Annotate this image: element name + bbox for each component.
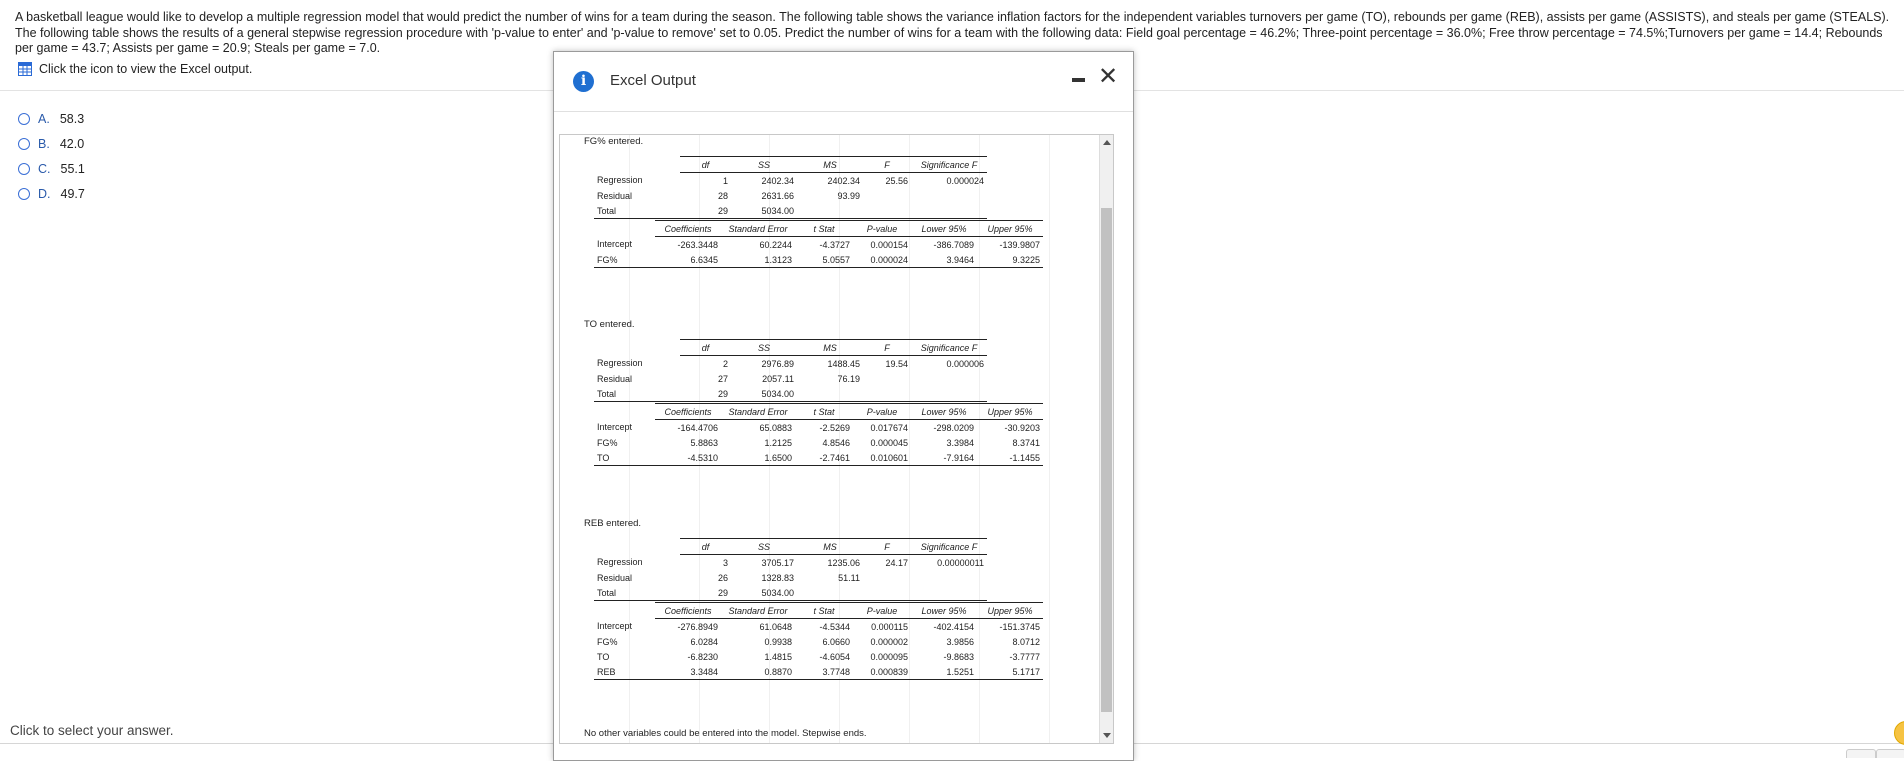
table-row xyxy=(594,450,1043,466)
info-icon: i xyxy=(573,71,594,92)
option-value: 55.1 xyxy=(60,161,85,176)
table-cell: 29 xyxy=(680,203,731,219)
scroll-up-icon[interactable] xyxy=(1103,140,1111,145)
option-letter: D. xyxy=(38,186,51,201)
table-cell: 2402.34 xyxy=(827,175,860,186)
table-cell: 1.3123 xyxy=(721,252,795,268)
table-cell: 5034.00 xyxy=(731,386,797,402)
column-header: P-value xyxy=(853,603,911,619)
table-cell: -276.8949 xyxy=(677,621,718,632)
row-label: Regression xyxy=(597,358,643,369)
table-cell: 29 xyxy=(680,585,731,601)
sheet-content xyxy=(560,135,1102,743)
row-label: Intercept xyxy=(597,239,633,250)
table-cell: 0.000024 xyxy=(853,252,911,268)
table-cell: 6.0284 xyxy=(690,636,718,647)
excel-output-dialog xyxy=(553,51,1134,761)
column-header: Standard Error xyxy=(721,404,795,420)
column-header: Standard Error xyxy=(721,221,795,237)
table-cell: 5034.00 xyxy=(731,585,797,601)
option-d[interactable] xyxy=(18,181,85,206)
question-text: A basketball league would like to develop a multiple regression model that would predict the number of wins for a team during the season. The following table shows the variance inflation factors for the independent variables turnovers per game (TO), rebounds per game (REB), assists per game (ASSISTS), and steals per game (STEALS). The following table shows the results of a general stepwise regression procedure with 'p-value to enter' and 'p-value to remove' set to 0.05. Predict the number of wins for a team with the following data: Field goal percentage = 46.2%; Three-point percentage = 36.0%; Free throw percentage = 74.5%;Turnovers per game = 14.4; Rebounds per game = 43.7; Assists per game = 20.9; Steals per game = 7.0. xyxy=(15,10,1890,55)
radio-button[interactable] xyxy=(18,113,30,125)
table-cell: 1 xyxy=(722,175,728,186)
table-cell: -2.7461 xyxy=(795,450,853,466)
table-cell: 3.7748 xyxy=(795,664,853,680)
table-cell: 61.0648 xyxy=(759,621,792,632)
coefficients-table xyxy=(594,403,1043,466)
radio-button[interactable] xyxy=(18,188,30,200)
row-label: Regression xyxy=(597,175,643,186)
table-cell: 3.3484 xyxy=(655,664,721,680)
option-value: 49.7 xyxy=(60,186,85,201)
table-cell: 3 xyxy=(722,557,728,568)
table-cell: 65.0883 xyxy=(759,422,792,433)
column-header: t Stat xyxy=(795,404,853,420)
column-header: F xyxy=(863,340,911,356)
table-cell: 0.000024 xyxy=(946,175,984,186)
table-cell: -4.5344 xyxy=(819,621,850,632)
table-cell xyxy=(797,386,863,402)
table-cell: 51.11 xyxy=(838,572,860,583)
table-cell: -3.7777 xyxy=(1009,651,1040,662)
table-cell: -263.3448 xyxy=(677,239,718,250)
table-cell: 1235.06 xyxy=(827,557,860,568)
row-label: Total xyxy=(594,386,680,402)
table-cell: 5.0557 xyxy=(795,252,853,268)
row-label: Residual xyxy=(597,190,633,201)
column-header: MS xyxy=(797,539,863,555)
row-label: Intercept xyxy=(597,422,633,433)
table-cell: -30.9203 xyxy=(1004,422,1040,433)
column-header: Upper 95% xyxy=(977,603,1043,619)
table-cell: 19.54 xyxy=(885,358,908,369)
table-cell: 6.6345 xyxy=(655,252,721,268)
coefficients-table xyxy=(594,602,1043,680)
table-cell: 3.3984 xyxy=(946,437,974,448)
row-label: REB xyxy=(594,664,655,680)
table-cell xyxy=(863,188,911,203)
table-cell xyxy=(863,386,911,402)
scrollbar-thumb[interactable] xyxy=(1101,208,1112,712)
table-cell: 76.19 xyxy=(837,373,860,384)
table-cell: 93.99 xyxy=(837,190,860,201)
stepwise-end-note: No other variables could be entered into the model. Stepwise ends. xyxy=(584,728,867,739)
column-header: Significance F xyxy=(911,157,987,173)
table-cell: -164.4706 xyxy=(677,422,718,433)
option-a[interactable] xyxy=(18,106,85,131)
column-header: Lower 95% xyxy=(911,221,977,237)
column-header xyxy=(594,340,680,356)
anova-table xyxy=(594,538,987,601)
table-cell: 0.000095 xyxy=(870,651,908,662)
radio-button[interactable] xyxy=(18,163,30,175)
table-cell: 0.000045 xyxy=(870,437,908,448)
table-cell: 26 xyxy=(717,572,728,583)
table-cell: 2402.34 xyxy=(761,175,794,186)
table-cell: 1328.83 xyxy=(761,572,794,583)
table-cell xyxy=(911,203,987,219)
table-cell: -4.5310 xyxy=(655,450,721,466)
table-cell: 0.8870 xyxy=(721,664,795,680)
minimize-icon[interactable] xyxy=(1072,78,1085,82)
table-cell: 4.8546 xyxy=(822,437,850,448)
table-cell: -1.1455 xyxy=(977,450,1043,466)
table-row xyxy=(594,371,987,386)
table-cell: -4.6054 xyxy=(819,651,850,662)
table-cell: 2 xyxy=(722,358,728,369)
table-row xyxy=(594,619,1043,635)
column-header xyxy=(594,603,655,619)
table-row xyxy=(594,386,987,402)
table-cell: 0.000839 xyxy=(853,664,911,680)
column-header: Coefficients xyxy=(655,404,721,420)
table-cell xyxy=(797,585,863,601)
table-row xyxy=(594,188,987,203)
row-label: TO xyxy=(594,450,655,466)
table-cell: -298.0209 xyxy=(933,422,974,433)
option-b[interactable] xyxy=(18,131,85,156)
table-cell: 9.3225 xyxy=(977,252,1043,268)
table-cell xyxy=(911,386,987,402)
radio-button[interactable] xyxy=(18,138,30,150)
table-cell: -2.5269 xyxy=(819,422,850,433)
column-header: Upper 95% xyxy=(977,221,1043,237)
row-label: TO xyxy=(597,651,610,662)
table-row xyxy=(594,555,987,571)
column-header: SS xyxy=(731,157,797,173)
table-cell: 6.0660 xyxy=(822,636,850,647)
help-icon[interactable] xyxy=(1894,721,1904,745)
option-value: 58.3 xyxy=(59,111,85,126)
column-header xyxy=(594,157,680,173)
excel-link-label[interactable]: Click the icon to view the Excel output. xyxy=(39,62,253,76)
option-value: 42.0 xyxy=(59,136,85,151)
table-row xyxy=(594,664,1043,680)
table-cell xyxy=(863,203,911,219)
column-header xyxy=(594,539,680,555)
column-header: F xyxy=(863,539,911,555)
table-cell: 0.017674 xyxy=(870,422,908,433)
table-cell: 60.2244 xyxy=(759,239,792,250)
table-cell: 1.5251 xyxy=(911,664,977,680)
row-label: Regression xyxy=(597,557,643,568)
row-label: Total xyxy=(594,585,680,601)
table-cell: 25.56 xyxy=(885,175,908,186)
column-header xyxy=(594,221,655,237)
table-cell: -139.9807 xyxy=(999,239,1040,250)
column-header: df xyxy=(680,157,731,173)
table-cell: 5.1717 xyxy=(977,664,1043,680)
column-header: MS xyxy=(797,157,863,173)
table-cell: -151.3745 xyxy=(999,621,1040,632)
table-cell: 2976.89 xyxy=(761,358,794,369)
table-cell: 3.9856 xyxy=(946,636,974,647)
table-cell xyxy=(911,570,987,585)
row-label: Intercept xyxy=(597,621,633,632)
dialog-header xyxy=(554,52,1133,112)
option-letter: B. xyxy=(38,136,50,151)
table-cell: 0.010601 xyxy=(853,450,911,466)
table-cell: 28 xyxy=(717,190,728,201)
table-cell: 1.2125 xyxy=(764,437,792,448)
row-label: FG% xyxy=(594,252,655,268)
dialog-title: Excel Output xyxy=(610,72,696,89)
option-letter: C. xyxy=(38,161,51,176)
table-cell xyxy=(863,585,911,601)
coefficients-table xyxy=(594,220,1043,268)
row-label: Residual xyxy=(597,572,633,583)
close-icon[interactable]: ✕ xyxy=(1098,63,1119,90)
table-cell: 0.000002 xyxy=(870,636,908,647)
excel-sheet[interactable] xyxy=(559,134,1114,744)
answer-options xyxy=(18,106,85,206)
scroll-down-icon[interactable] xyxy=(1103,733,1111,738)
column-header: df xyxy=(680,340,731,356)
row-label: FG% xyxy=(597,636,618,647)
table-row xyxy=(594,649,1043,664)
table-cell xyxy=(911,188,987,203)
table-cell: -386.7089 xyxy=(933,239,974,250)
table-row xyxy=(594,420,1043,436)
anova-table xyxy=(594,339,987,402)
table-cell: 27 xyxy=(717,373,728,384)
scrollbar[interactable] xyxy=(1099,135,1113,743)
step-title: FG% entered. xyxy=(584,136,644,147)
table-cell: 1.4815 xyxy=(764,651,792,662)
column-header: Upper 95% xyxy=(977,404,1043,420)
table-cell: 0.000154 xyxy=(870,239,908,250)
column-header: SS xyxy=(731,539,797,555)
step-title: TO entered. xyxy=(584,319,635,330)
table-row xyxy=(594,237,1043,253)
table-cell: 5034.00 xyxy=(731,203,797,219)
table-cell: 3705.17 xyxy=(761,557,794,568)
column-header: Significance F xyxy=(911,340,987,356)
table-cell: 1488.45 xyxy=(827,358,860,369)
column-header: Significance F xyxy=(911,539,987,555)
table-cell: -4.3727 xyxy=(819,239,850,250)
column-header: SS xyxy=(731,340,797,356)
option-c[interactable] xyxy=(18,156,85,181)
excel-output-link[interactable] xyxy=(18,62,252,76)
table-row xyxy=(594,634,1043,649)
table-cell: 0.00000011 xyxy=(937,557,984,568)
table-row xyxy=(594,252,1043,268)
select-answer-hint: Click to select your answer. xyxy=(10,723,174,738)
table-cell: 0.000006 xyxy=(946,358,984,369)
table-cell: 5.8863 xyxy=(690,437,718,448)
step-title: REB entered. xyxy=(584,518,642,529)
table-cell xyxy=(863,570,911,585)
table-cell: 2631.66 xyxy=(761,190,794,201)
column-header: Lower 95% xyxy=(911,404,977,420)
option-letter: A. xyxy=(38,111,50,126)
table-row xyxy=(594,435,1043,450)
table-cell xyxy=(797,203,863,219)
table-row xyxy=(594,585,987,601)
column-header: F xyxy=(863,157,911,173)
table-cell xyxy=(911,371,987,386)
table-row xyxy=(594,570,987,585)
table-cell: -6.8230 xyxy=(687,651,718,662)
row-label: Residual xyxy=(597,373,633,384)
column-header: df xyxy=(680,539,731,555)
anova-table xyxy=(594,156,987,219)
table-cell: -7.9164 xyxy=(911,450,977,466)
table-cell: 1.6500 xyxy=(721,450,795,466)
column-header: t Stat xyxy=(795,221,853,237)
table-cell: 0.000115 xyxy=(871,621,908,632)
table-row xyxy=(594,203,987,219)
table-row xyxy=(594,173,987,189)
column-header: Lower 95% xyxy=(911,603,977,619)
column-header: P-value xyxy=(853,404,911,420)
table-cell: 3.9464 xyxy=(911,252,977,268)
table-cell: -9.8683 xyxy=(943,651,974,662)
table-row xyxy=(594,356,987,372)
column-header: MS xyxy=(797,340,863,356)
column-header: P-value xyxy=(853,221,911,237)
column-header: Coefficients xyxy=(655,603,721,619)
spreadsheet-icon[interactable] xyxy=(18,62,32,76)
table-cell: 2057.11 xyxy=(762,373,794,384)
column-header xyxy=(594,404,655,420)
table-cell xyxy=(911,585,987,601)
column-header: Coefficients xyxy=(655,221,721,237)
table-cell: 8.3741 xyxy=(1012,437,1040,448)
row-label: Total xyxy=(594,203,680,219)
table-cell: 24.17 xyxy=(885,557,908,568)
table-cell: 0.9938 xyxy=(764,636,792,647)
column-header: Standard Error xyxy=(721,603,795,619)
table-cell xyxy=(863,371,911,386)
row-label: FG% xyxy=(597,437,618,448)
table-cell: 8.0712 xyxy=(1012,636,1040,647)
column-header: t Stat xyxy=(795,603,853,619)
table-cell: -402.4154 xyxy=(933,621,974,632)
table-cell: 29 xyxy=(680,386,731,402)
